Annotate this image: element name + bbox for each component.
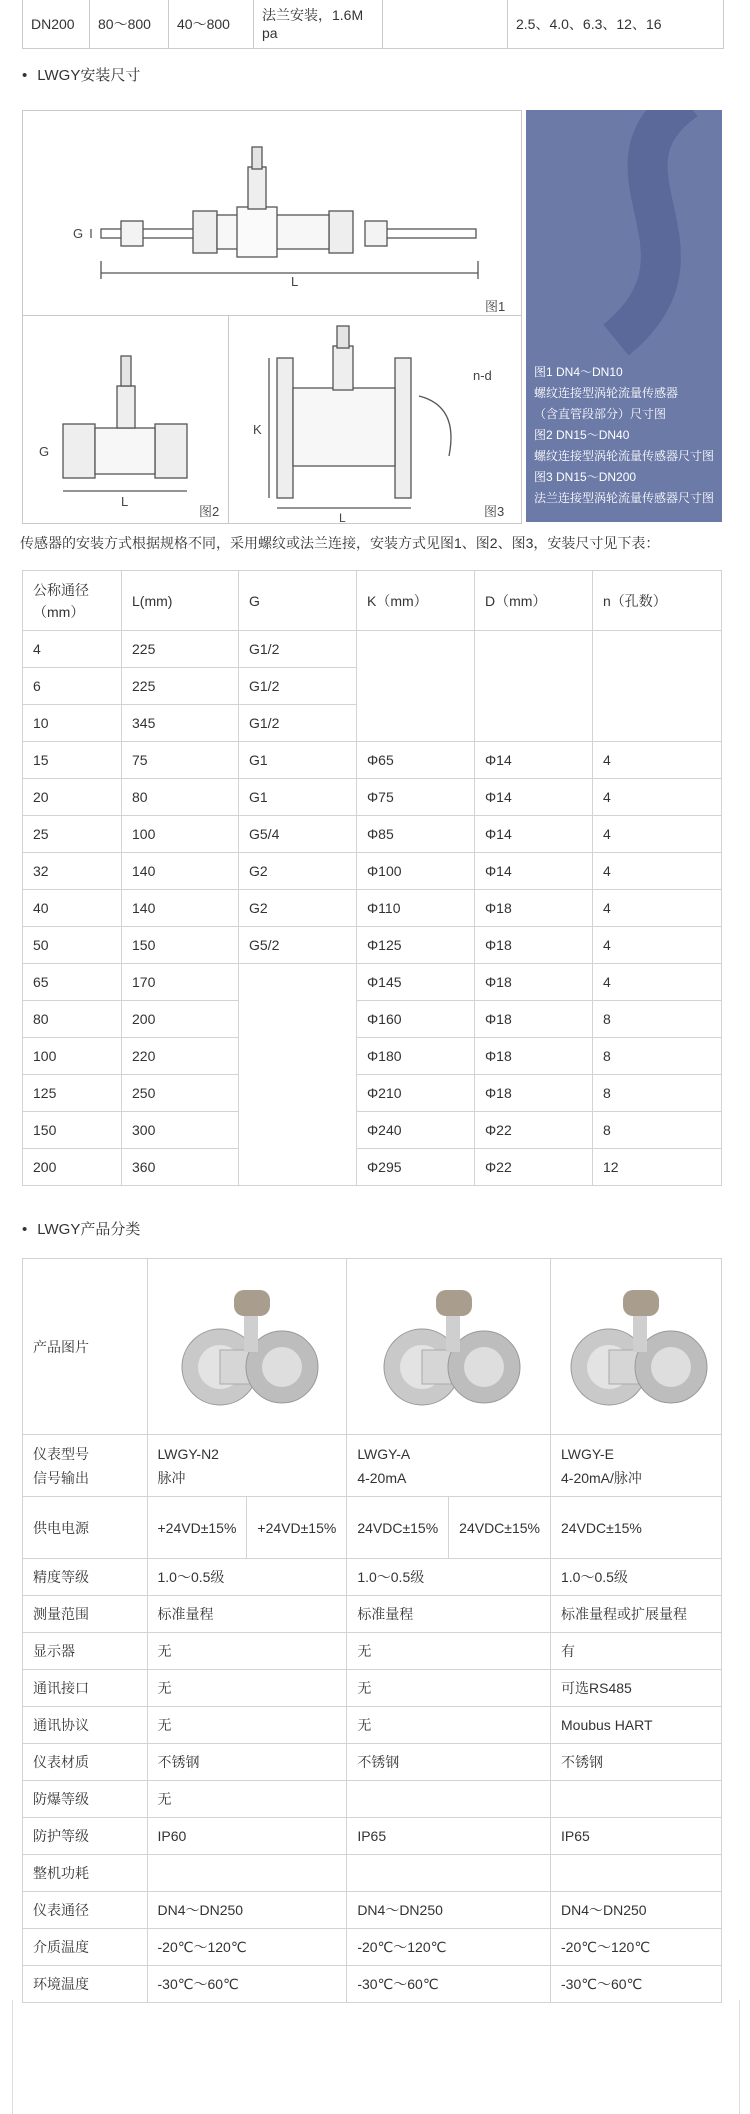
header-cell: K（mm） [357, 571, 475, 631]
table-cell: 无 [147, 1670, 347, 1707]
power-label: 供电电源 [23, 1497, 148, 1559]
table-cell: DN4～DN250 [347, 1892, 551, 1929]
table-cell [593, 631, 722, 742]
table-cell [551, 1855, 722, 1892]
table-cell: Φ100 [357, 853, 475, 890]
table-cell: DN4～DN250 [551, 1892, 722, 1929]
header-cell: n（孔数） [593, 571, 722, 631]
table-cell: G5/2 [239, 927, 357, 964]
table-row [23, 1149, 722, 1186]
table-row [23, 1596, 722, 1633]
table-cell [347, 1781, 551, 1818]
caption-line: 螺纹连接型涡轮流量传感器 [534, 386, 679, 400]
table-cell: Φ18 [475, 1075, 593, 1112]
table-row [23, 1781, 722, 1818]
table-cell: Φ180 [357, 1038, 475, 1075]
cell: 法兰安装，1.6M pa [254, 0, 383, 48]
flowmeter-image [172, 1272, 322, 1422]
table-row [23, 816, 722, 853]
table-cell: 8 [593, 1075, 722, 1112]
table-cell [239, 964, 357, 1186]
row-label: 环境温度 [23, 1966, 148, 2003]
dim-L-label: L [121, 494, 129, 509]
power-cell: 24VDC±15% [347, 1497, 449, 1559]
dim-nd-label: n-d [473, 368, 492, 383]
table-cell: 不锈钢 [147, 1744, 347, 1781]
row-label: 防爆等级 [23, 1781, 148, 1818]
table-cell: 150 [122, 927, 239, 964]
table-cell: 8 [593, 1112, 722, 1149]
header-cell: 公称通径（mm） [23, 571, 122, 631]
dim-L-label: L [291, 274, 299, 289]
power-cell: 24VDC±15% [449, 1497, 551, 1559]
row-label: 防护等级 [23, 1818, 148, 1855]
table-cell: Φ295 [357, 1149, 475, 1186]
cell: 40～800 [169, 0, 254, 48]
table-cell: Φ18 [475, 1038, 593, 1075]
table-cell: 300 [122, 1112, 239, 1149]
table-cell: Φ145 [357, 964, 475, 1001]
table-cell: Φ18 [475, 1001, 593, 1038]
row-label: 整机功耗 [23, 1855, 148, 1892]
product-image-e [551, 1259, 722, 1435]
table-cell: 20 [23, 779, 122, 816]
thread-sensor-drawing [23, 316, 229, 523]
header-cell: L(mm) [122, 571, 239, 631]
table-cell: 标准量程 [147, 1596, 347, 1633]
power-cell: +24VD±15% [247, 1497, 347, 1559]
table-cell: 40 [23, 890, 122, 927]
header-cell: D（mm） [475, 571, 593, 631]
table-cell: 225 [122, 631, 239, 668]
table-cell: G1 [239, 779, 357, 816]
table-cell: G1/2 [239, 705, 357, 742]
table-row [23, 631, 722, 668]
table-cell: Φ14 [475, 742, 593, 779]
table-row [23, 1559, 722, 1596]
cell: 2.5、4.0、6.3、12、16 [516, 16, 662, 32]
table-cell: Φ22 [475, 1149, 593, 1186]
table-cell: 4 [593, 779, 722, 816]
table-cell: Φ160 [357, 1001, 475, 1038]
table-cell: G5/4 [239, 816, 357, 853]
table-cell: 可选RS485 [551, 1670, 722, 1707]
row-label: 通讯协议 [23, 1707, 148, 1744]
table-cell: 200 [122, 1001, 239, 1038]
figure-2 [22, 315, 230, 524]
caption-line: 法兰连接型涡轮流量传感器尺寸图 [534, 491, 715, 505]
table-cell: 4 [593, 964, 722, 1001]
cell: DN200 [23, 0, 90, 48]
table-cell: 80 [122, 779, 239, 816]
table-row [23, 1892, 722, 1929]
power-cell: 24VDC±15% [551, 1497, 722, 1559]
table-row [23, 1112, 722, 1149]
pipe-thread-drawing [23, 111, 521, 317]
table-cell: 4 [593, 742, 722, 779]
table-cell: 1.0～0.5级 [347, 1559, 551, 1596]
table-cell: 无 [147, 1707, 347, 1744]
product-spec-rows [23, 1559, 722, 2003]
table-cell: 4 [593, 927, 722, 964]
model-output-label: 仪表型号 信号输出 [23, 1435, 148, 1497]
table-row [23, 1966, 722, 2003]
table-row [23, 964, 722, 1001]
table-cell: -30℃～60℃ [147, 1966, 347, 2003]
table-cell: 12 [593, 1149, 722, 1186]
cell: 80～800 [90, 0, 169, 48]
flowmeter-image [374, 1272, 524, 1422]
table-cell: Φ240 [357, 1112, 475, 1149]
section-title-products: • LWGY产品分类 [22, 1218, 140, 1239]
table-cell: 100 [23, 1038, 122, 1075]
table-cell: 140 [122, 853, 239, 890]
row-label: 精度等级 [23, 1559, 148, 1596]
table-row [23, 1744, 722, 1781]
table-cell: G2 [239, 853, 357, 890]
dim-G-label: G [39, 444, 50, 459]
fig2-label: 图2 [199, 504, 220, 519]
table-cell: 无 [347, 1670, 551, 1707]
table-row [23, 779, 722, 816]
table-cell: -20℃～120℃ [347, 1929, 551, 1966]
table-cell: 360 [122, 1149, 239, 1186]
section-title-install: • LWGY安装尺寸 [22, 64, 140, 85]
caption-line: 图3 DN15～DN200 [534, 470, 637, 484]
model-n2: LWGY-N2 脉冲 [147, 1435, 347, 1497]
model-a: LWGY-A 4-20mA [347, 1435, 551, 1497]
table-cell: IP60 [147, 1818, 347, 1855]
row-label: 通讯接口 [23, 1670, 148, 1707]
table-row [23, 742, 722, 779]
caption-line: （含直管段部分）尺寸图 [534, 407, 667, 421]
table-row [23, 890, 722, 927]
flange-sensor-drawing [229, 316, 521, 523]
table-cell: Φ110 [357, 890, 475, 927]
fig1-label: 图1 [485, 299, 506, 314]
install-note: 传感器的安装方式根据规格不同，采用螺纹或法兰连接，安装方式见图1、图2、图3，安装尺寸见下表： [20, 535, 660, 551]
row-label: 仪表材质 [23, 1744, 148, 1781]
table-cell: 1.0～0.5级 [147, 1559, 347, 1596]
table-cell [551, 1781, 722, 1818]
table-cell: Φ75 [357, 779, 475, 816]
row-label: 介质温度 [23, 1929, 148, 1966]
table-cell: Φ18 [475, 964, 593, 1001]
table-cell: 无 [147, 1633, 347, 1670]
table-cell: -30℃～60℃ [551, 1966, 722, 2003]
product-image-a [347, 1259, 551, 1435]
table-row [23, 1001, 722, 1038]
table-cell: 32 [23, 853, 122, 890]
table-cell: 10 [23, 705, 122, 742]
figure-caption-panel [526, 110, 722, 522]
table-row [23, 1633, 722, 1670]
table-cell: 250 [122, 1075, 239, 1112]
table-cell: G2 [239, 890, 357, 927]
table-cell: 50 [23, 927, 122, 964]
row-label: 测量范围 [23, 1596, 148, 1633]
table-cell: Φ125 [357, 927, 475, 964]
table-cell: 4 [593, 853, 722, 890]
table-cell: 125 [23, 1075, 122, 1112]
table-cell: 225 [122, 668, 239, 705]
table-cell: Moubus HART [551, 1707, 722, 1744]
table-cell: 65 [23, 964, 122, 1001]
fig3-label: 图3 [484, 504, 505, 519]
table-cell: 140 [122, 890, 239, 927]
table-cell: Φ14 [475, 816, 593, 853]
table-cell: 1.0～0.5级 [551, 1559, 722, 1596]
table-cell [347, 1855, 551, 1892]
caption-line: 图2 DN15～DN40 [534, 428, 630, 442]
table-cell: -20℃～120℃ [551, 1929, 722, 1966]
table-cell: 80 [23, 1001, 122, 1038]
previous-table-row [22, 0, 724, 49]
table-cell: 4 [23, 631, 122, 668]
table-cell: 6 [23, 668, 122, 705]
table-cell: 有 [551, 1633, 722, 1670]
power-cell: +24VD±15% [147, 1497, 247, 1559]
table-row [23, 1075, 722, 1112]
dim-K-label: K [253, 422, 262, 437]
table-cell: -20℃～120℃ [147, 1929, 347, 1966]
table-cell [475, 631, 593, 742]
table-cell: 无 [347, 1633, 551, 1670]
table-row [23, 1855, 722, 1892]
table-row [23, 927, 722, 964]
table-cell: DN4～DN250 [147, 1892, 347, 1929]
table-cell: G1/2 [239, 631, 357, 668]
figure-captions [534, 362, 718, 509]
image-row-label: 产品图片 [23, 1259, 148, 1435]
table-cell: 不锈钢 [551, 1744, 722, 1781]
dimension-rows [23, 631, 722, 1186]
table-cell: Φ210 [357, 1075, 475, 1112]
table-cell: 无 [147, 1781, 347, 1818]
table-cell: Φ18 [475, 927, 593, 964]
table-cell: 4 [593, 816, 722, 853]
table-cell: 8 [593, 1001, 722, 1038]
table-cell: Φ18 [475, 890, 593, 927]
table-row [23, 853, 722, 890]
table-cell: 无 [347, 1707, 551, 1744]
dim-G-label: G [73, 226, 84, 241]
table-cell: Φ14 [475, 853, 593, 890]
cell [383, 0, 508, 48]
table-cell [147, 1855, 347, 1892]
table-cell: 标准量程或扩展量程 [551, 1596, 722, 1633]
table-cell: 220 [122, 1038, 239, 1075]
table-cell: 不锈钢 [347, 1744, 551, 1781]
table-cell: 标准量程 [347, 1596, 551, 1633]
table-cell: 4 [593, 890, 722, 927]
table-cell: Φ85 [357, 816, 475, 853]
table-row [23, 1670, 722, 1707]
page-frame [12, 2000, 740, 2114]
table-cell: 25 [23, 816, 122, 853]
row-label: 显示器 [23, 1633, 148, 1670]
table-cell: 170 [122, 964, 239, 1001]
table-cell: Φ14 [475, 779, 593, 816]
table-cell: G1 [239, 742, 357, 779]
caption-line: 图1 DN4～DN10 [534, 365, 623, 379]
product-image-n2 [147, 1259, 347, 1435]
table-cell: 8 [593, 1038, 722, 1075]
table-cell: 150 [23, 1112, 122, 1149]
dimension-table [22, 570, 722, 1186]
table-cell: Φ22 [475, 1112, 593, 1149]
table-row [23, 1038, 722, 1075]
table-cell: 15 [23, 742, 122, 779]
table-cell: 75 [122, 742, 239, 779]
figure-1 [22, 110, 522, 318]
table-cell: IP65 [551, 1818, 722, 1855]
caption-line: 螺纹连接型涡轮流量传感器尺寸图 [534, 449, 715, 463]
table-cell: 200 [23, 1149, 122, 1186]
table-cell: IP65 [347, 1818, 551, 1855]
table-cell: Φ65 [357, 742, 475, 779]
product-table [22, 1258, 722, 2003]
figure-3 [228, 315, 522, 524]
table-cell: 345 [122, 705, 239, 742]
flowmeter-image [561, 1272, 711, 1422]
table-cell: 100 [122, 816, 239, 853]
model-e: LWGY-E 4-20mA/脉冲 [551, 1435, 722, 1497]
table-row [23, 1929, 722, 1966]
row-label: 仪表通径 [23, 1892, 148, 1929]
table-row [23, 1818, 722, 1855]
header-cell: G [239, 571, 357, 631]
table-row [23, 1707, 722, 1744]
table-cell: G1/2 [239, 668, 357, 705]
dim-L-label: L [339, 511, 346, 523]
table-cell: -30℃～60℃ [347, 1966, 551, 2003]
table-cell [357, 631, 475, 742]
